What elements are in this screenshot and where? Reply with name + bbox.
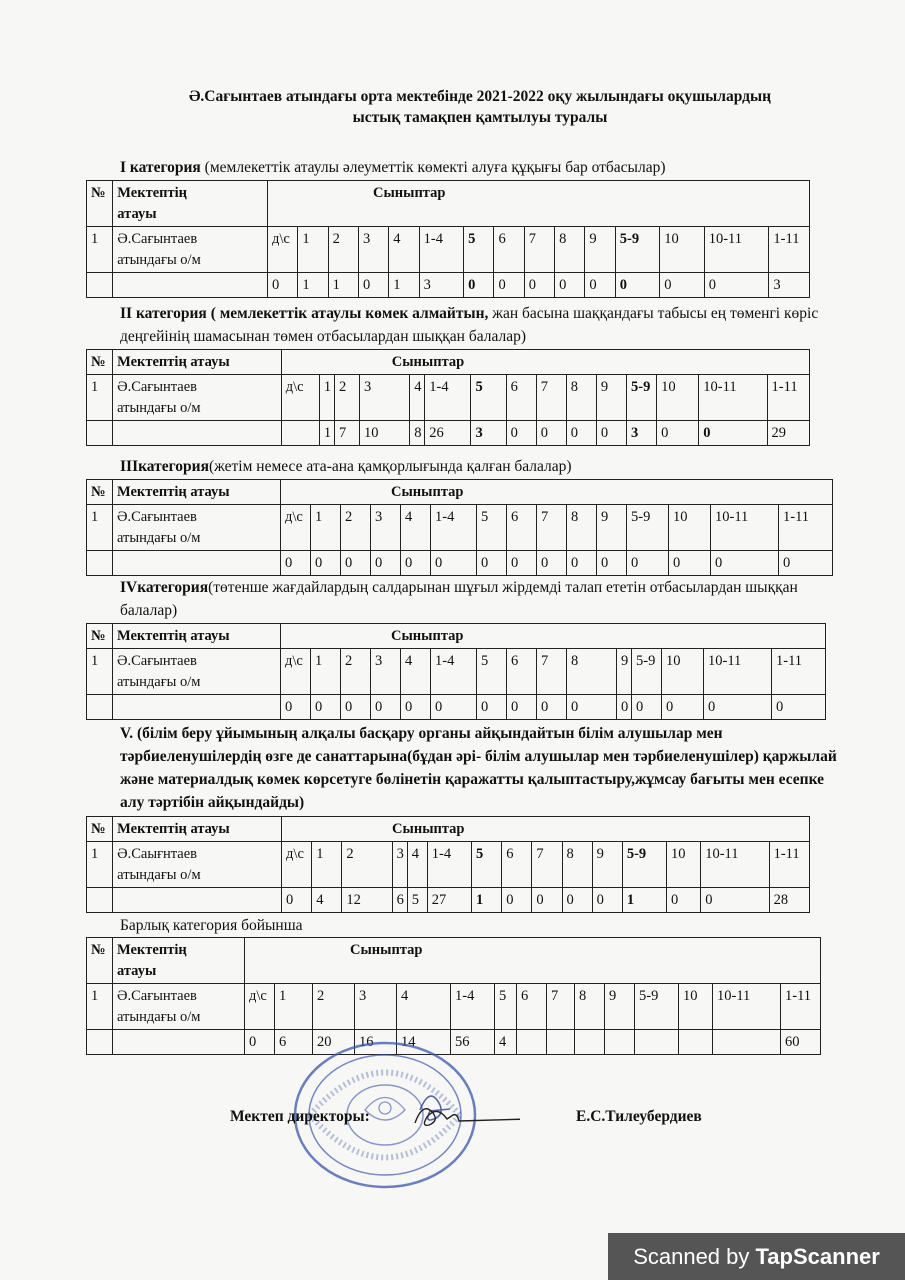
table-grade-row [87,505,833,551]
grade-header-4: 4 [401,505,431,551]
value-grade-5: 0 [477,695,507,720]
value-grade-8 [575,1030,605,1055]
grade-header-7: 7 [532,842,562,888]
grade-header-1-4: 1-4 [431,505,477,551]
grade-header-1-11: 1-11 [769,842,809,888]
grade-header-2: 2 [341,505,371,551]
value-grade-1-11: 29 [767,421,809,446]
grade-header-1-11: 1-11 [781,984,821,1030]
school-name-line-1: Ә.Саығнтаев [117,846,198,862]
school-name [113,375,282,421]
grade-header-1-4: 1-4 [425,375,471,421]
grade-header-2: 2 [341,649,371,695]
grade-header-10-11: 10-11 [699,375,767,421]
grade-header-5: 5 [477,505,507,551]
value-grade-2: 7 [334,421,359,446]
grade-header-5-9: 5-9 [615,227,659,273]
value-grade-5-9 [635,1030,679,1055]
table-grade-row [87,227,810,273]
grade-header-8: 8 [555,227,585,273]
preschool-label: д\с [282,842,312,888]
table-values-row [87,888,810,913]
value-grade-10: 0 [662,695,704,720]
school-name-line-1: Ә.Сағынтаев [117,988,197,1004]
category-1-caption: I категория (мемлекеттік атаулы әлеуметтік көмекті алуға құқығы бар отбасылар) [120,159,666,176]
value-grade-7: 0 [537,551,567,576]
value-grade-2: 20 [313,1030,355,1055]
column-header-school: Мектептің атауы [113,624,281,649]
scanner-watermark: Scanned by TapScanner [608,1233,905,1280]
value-preschool: 0 [282,888,312,913]
category-4-caption: ІVкатегория(төтенше жағдайлардың салдарынан шұғыл жірдемді талап ететін отбасылардан шыққан балалар) [120,579,798,619]
grade-header-6: 6 [517,984,547,1030]
grade-header-10: 10 [669,505,711,551]
category-3-caption: ІІІкатегория(жетім немесе ата-ана қамқорлығында қалған балалар) [120,458,572,475]
column-header-classes: Сыныптар [281,350,809,375]
table-header-row [87,624,826,649]
grade-header-5: 5 [477,649,507,695]
grade-header-6: 6 [494,227,524,273]
empty-cell [87,888,113,913]
school-name-line-2: атындағы о/м [117,674,201,690]
value-grade-4: 0 [401,551,431,576]
value-grade-10-11: 0 [704,695,772,720]
value-grade-5: 0 [464,273,494,298]
column-header-no: № [87,350,113,375]
grade-header-4: 4 [407,842,427,888]
value-grade-7: 0 [532,888,562,913]
grade-header-1: 1 [312,842,342,888]
value-grade-7 [547,1030,575,1055]
title-line-2: ыстық тамақпен қамтылуы туралы [352,109,608,126]
value-grade-6: 0 [502,888,532,913]
grade-header-9: 9 [596,375,626,421]
empty-cell [113,551,281,576]
value-grade-10: 0 [657,421,699,446]
school-name-line-1: Ә.Сағынтаев [117,379,197,395]
value-grade-3: 6 [392,888,407,913]
value-preschool: 0 [267,273,297,298]
value-grade-5-9: 0 [627,551,669,576]
value-grade-1-4: 56 [451,1030,495,1055]
school-name-line-2: атындағы о/м [117,867,201,883]
grade-header-8: 8 [575,984,605,1030]
grade-header-10: 10 [679,984,713,1030]
value-grade-6 [517,1030,547,1055]
column-header-school: Мектептің атауы [113,817,282,842]
director-label: Мектеп директоры: [230,1108,370,1125]
grade-header-9: 9 [617,649,632,695]
grade-header-5: 5 [464,227,494,273]
value-grade-1-11: 28 [769,888,809,913]
value-grade-10-11: 0 [701,888,769,913]
value-grade-1-11: 60 [781,1030,821,1055]
grade-header-3: 3 [360,375,410,421]
school-name-line-2: атындағы о/м [117,1009,201,1025]
value-grade-5-9: 0 [632,695,662,720]
table-header-row [87,181,810,227]
value-grade-1-4: 0 [431,695,477,720]
grade-header-3: 3 [371,505,401,551]
table-grade-row [87,984,821,1030]
table-values-row [87,551,833,576]
value-grade-5: 0 [477,551,507,576]
value-preschool: 0 [281,551,311,576]
value-grade-9: 0 [617,695,632,720]
school-header-line-2: атауы [117,963,157,979]
value-grade-4: 0 [401,695,431,720]
value-grade-1: 1 [298,273,328,298]
grade-header-1-4: 1-4 [431,649,477,695]
grade-header-3: 3 [371,649,401,695]
school-name [113,505,281,551]
value-grade-9: 0 [592,888,622,913]
grade-header-8: 8 [567,649,617,695]
value-grade-1-11: 0 [772,695,826,720]
value-grade-2: 0 [341,551,371,576]
grade-header-2: 2 [342,842,392,888]
grade-header-9: 9 [585,227,615,273]
value-grade-3: 0 [371,551,401,576]
grade-header-2: 2 [313,984,355,1030]
grade-header-10-11: 10-11 [711,505,779,551]
value-grade-8: 0 [562,888,592,913]
grade-header-3: 3 [358,227,388,273]
grade-header-7: 7 [524,227,554,273]
grade-header-3: 3 [392,842,407,888]
value-grade-1: 0 [311,551,341,576]
preschool-label: д\с [281,649,311,695]
grade-header-2: 2 [334,375,359,421]
grade-header-5: 5 [495,984,517,1030]
empty-cell [87,551,113,576]
column-header-school [113,938,245,984]
grade-header-7: 7 [536,375,566,421]
row-number: 1 [87,649,113,695]
value-grade-1: 0 [311,695,341,720]
value-grade-6: 0 [494,273,524,298]
value-grade-5: 3 [471,421,506,446]
grade-header-1-11: 1-11 [779,505,833,551]
category-1-table [86,180,810,298]
grade-header-2: 2 [328,227,358,273]
column-header-classes: Сыныптар [281,480,833,505]
school-name-line-1: Ә.Сағынтаев [117,231,198,247]
empty-cell [87,695,113,720]
grade-header-1-4: 1-4 [451,984,495,1030]
empty-cell [113,888,282,913]
value-grade-2: 1 [328,273,358,298]
grade-header-3: 3 [355,984,397,1030]
category-5-caption: V. (білім беру ұйымының алқалы басқару органы айқындайтын білім алушылар мен тәрбиеленушілердің өзге де санаттарына(бұдан әрі- білім алушылар мен тәрбиеленушілер) қаржылай және материалдық көмек көрсетуге бөлінетін қаражатты қалыптастыру,жұмсау бағыты мен есепке алу тәртібін айқындайды) [120,725,837,811]
value-grade-2: 12 [342,888,392,913]
category-2-caption: ІІ категория ( мемлекеттік атаулы көмек алмайтын, жан басына шаққандағы табысы ең төменгі көріс деңгейінің шамасынан төмен отбасылардан шыққан балалар) [120,305,819,345]
table-header-row [87,350,810,375]
grade-header-4: 4 [389,227,419,273]
grade-header-8: 8 [562,842,592,888]
value-grade-8: 0 [566,421,596,446]
value-grade-6: 0 [506,421,536,446]
table-header-row [87,480,833,505]
value-grade-7: 0 [536,421,566,446]
value-grade-10: 0 [660,273,704,298]
all-categories-table [86,937,821,1055]
signature-scribble-icon [405,1095,520,1135]
grade-header-7: 7 [537,505,567,551]
value-grade-3: 0 [358,273,388,298]
column-header-school: Мектептің атауы [113,350,282,375]
grade-header-5-9: 5-9 [632,649,662,695]
document-title [60,86,900,128]
value-grade-9: 0 [585,273,615,298]
category-5-table [86,816,810,913]
table-values-row [87,273,810,298]
grade-header-9: 9 [592,842,622,888]
column-header-no: № [87,938,113,984]
preschool-label: д\с [281,375,319,421]
grade-header-1: 1 [275,984,313,1030]
value-grade-5: 4 [495,1030,517,1055]
column-header-school: Мектептің атауы [113,480,281,505]
value-preschool [281,421,319,446]
category-2-table [86,349,810,446]
value-grade-10-11: 0 [699,421,767,446]
value-grade-10: 0 [669,551,711,576]
school-name-line-2: атындағы о/м [117,530,201,546]
column-header-no: № [87,817,113,842]
value-grade-1-4: 27 [427,888,471,913]
value-grade-4: 8 [410,421,425,446]
school-header-line-2: атауы [117,206,157,222]
row-number: 1 [87,375,113,421]
grade-header-5-9: 5-9 [635,984,679,1030]
grade-header-6: 6 [507,649,537,695]
value-grade-1-4: 3 [419,273,463,298]
grade-header-9: 9 [597,505,627,551]
grade-header-1-11: 1-11 [772,649,826,695]
column-header-classes: Сыныптар [281,624,826,649]
school-header-line-1: Мектептің [117,942,187,958]
value-grade-1-4: 26 [425,421,471,446]
value-grade-9: 0 [597,551,627,576]
grade-header-6: 6 [502,842,532,888]
grade-header-10: 10 [657,375,699,421]
column-header-no: № [87,624,113,649]
column-header-classes: Сыныптар [267,181,809,227]
school-name [113,227,268,273]
grade-header-1-4: 1-4 [419,227,463,273]
value-grade-10-11: 0 [711,551,779,576]
value-grade-5-9: 0 [615,273,659,298]
empty-cell [87,421,113,446]
school-name-line-2: атындағы о/м [117,400,201,416]
value-grade-7: 0 [537,695,567,720]
grade-header-1-11: 1-11 [769,227,810,273]
preschool-label: д\с [281,505,311,551]
grade-header-10-11: 10-11 [713,984,781,1030]
empty-cell [113,695,281,720]
grade-header-10-11: 10-11 [701,842,769,888]
empty-cell [113,1030,245,1055]
value-grade-9: 0 [596,421,626,446]
grade-header-1-4: 1-4 [427,842,471,888]
value-grade-4: 14 [397,1030,451,1055]
row-number: 1 [87,984,113,1030]
value-grade-1-11: 3 [769,273,810,298]
value-grade-10 [679,1030,713,1055]
column-header-no: № [87,181,113,227]
grade-header-10-11: 10-11 [704,649,772,695]
value-grade-2: 0 [341,695,371,720]
value-grade-4: 1 [389,273,419,298]
table-values-row [87,695,826,720]
value-grade-3: 0 [371,695,401,720]
preschool-label: д\с [267,227,297,273]
grade-header-4: 4 [397,984,451,1030]
table-grade-row [87,649,826,695]
row-number: 1 [87,505,113,551]
category-3-table [86,479,833,576]
value-grade-7: 0 [524,273,554,298]
value-grade-1: 1 [319,421,334,446]
grade-header-8: 8 [566,375,596,421]
table-grade-row [87,375,810,421]
grade-header-1: 1 [298,227,328,273]
value-grade-3: 16 [355,1030,397,1055]
value-grade-9 [605,1030,635,1055]
grade-header-7: 7 [537,649,567,695]
value-grade-4: 5 [407,888,427,913]
column-header-classes: Сыныптар [245,938,821,984]
table-values-row [87,421,810,446]
value-grade-5-9: 3 [627,421,657,446]
school-name [113,649,281,695]
school-header-line-1: Мектептің [117,185,187,201]
value-grade-1: 6 [275,1030,313,1055]
value-grade-8: 0 [567,695,617,720]
grade-header-10: 10 [662,649,704,695]
table-header-row [87,938,821,984]
school-name-line-1: Ә.Сағынтаев [117,509,197,525]
value-grade-8: 0 [567,551,597,576]
value-grade-1-4: 0 [431,551,477,576]
value-grade-8: 0 [555,273,585,298]
school-name-line-1: Ә.Сағынтаев [117,653,197,669]
value-grade-6: 0 [507,695,537,720]
value-preschool: 0 [245,1030,275,1055]
empty-cell [87,1030,113,1055]
value-grade-5: 1 [472,888,502,913]
grade-header-10-11: 10-11 [704,227,769,273]
grade-header-5: 5 [472,842,502,888]
value-grade-10: 0 [667,888,701,913]
grade-header-1: 1 [311,649,341,695]
table-header-row [87,817,810,842]
category-4-table [86,623,826,720]
value-grade-5-9: 1 [622,888,666,913]
value-grade-6: 0 [507,551,537,576]
grade-header-1: 1 [311,505,341,551]
empty-cell [87,273,113,298]
grade-header-6: 6 [507,505,537,551]
value-preschool: 0 [281,695,311,720]
director-name: Е.С.Тилеубердиев [576,1108,702,1125]
column-header-no: № [87,480,113,505]
column-header-school [113,181,268,227]
value-grade-10-11 [713,1030,781,1055]
row-number: 1 [87,842,113,888]
grade-header-5-9: 5-9 [622,842,666,888]
value-grade-1: 4 [312,888,342,913]
grade-header-7: 7 [547,984,575,1030]
grade-header-10: 10 [667,842,701,888]
value-grade-1-11: 0 [779,551,833,576]
grade-header-5-9: 5-9 [627,505,669,551]
empty-cell [113,421,282,446]
grade-header-1: 1 [319,375,334,421]
value-grade-10-11: 0 [704,273,769,298]
empty-cell [113,273,268,298]
school-name-line-2: атындағы о/м [117,252,201,268]
grade-header-8: 8 [567,505,597,551]
preschool-label: д\с [245,984,275,1030]
grade-header-5-9: 5-9 [627,375,657,421]
row-number: 1 [87,227,113,273]
grade-header-6: 6 [506,375,536,421]
column-header-classes: Сыныптар [282,817,810,842]
value-grade-3: 10 [360,421,410,446]
grade-header-1-11: 1-11 [767,375,809,421]
grade-header-9: 9 [605,984,635,1030]
grade-header-4: 4 [410,375,425,421]
all-categories-caption: Барлық категория бойынша [120,917,303,934]
school-name [113,984,245,1030]
grade-header-5: 5 [471,375,506,421]
title-line-1: Ә.Сағынтаев атындағы орта мектебінде 2021-2022 оқу жылындағы оқушылардың [188,88,772,105]
table-grade-row [87,842,810,888]
grade-header-10: 10 [660,227,704,273]
grade-header-4: 4 [401,649,431,695]
school-name [113,842,282,888]
